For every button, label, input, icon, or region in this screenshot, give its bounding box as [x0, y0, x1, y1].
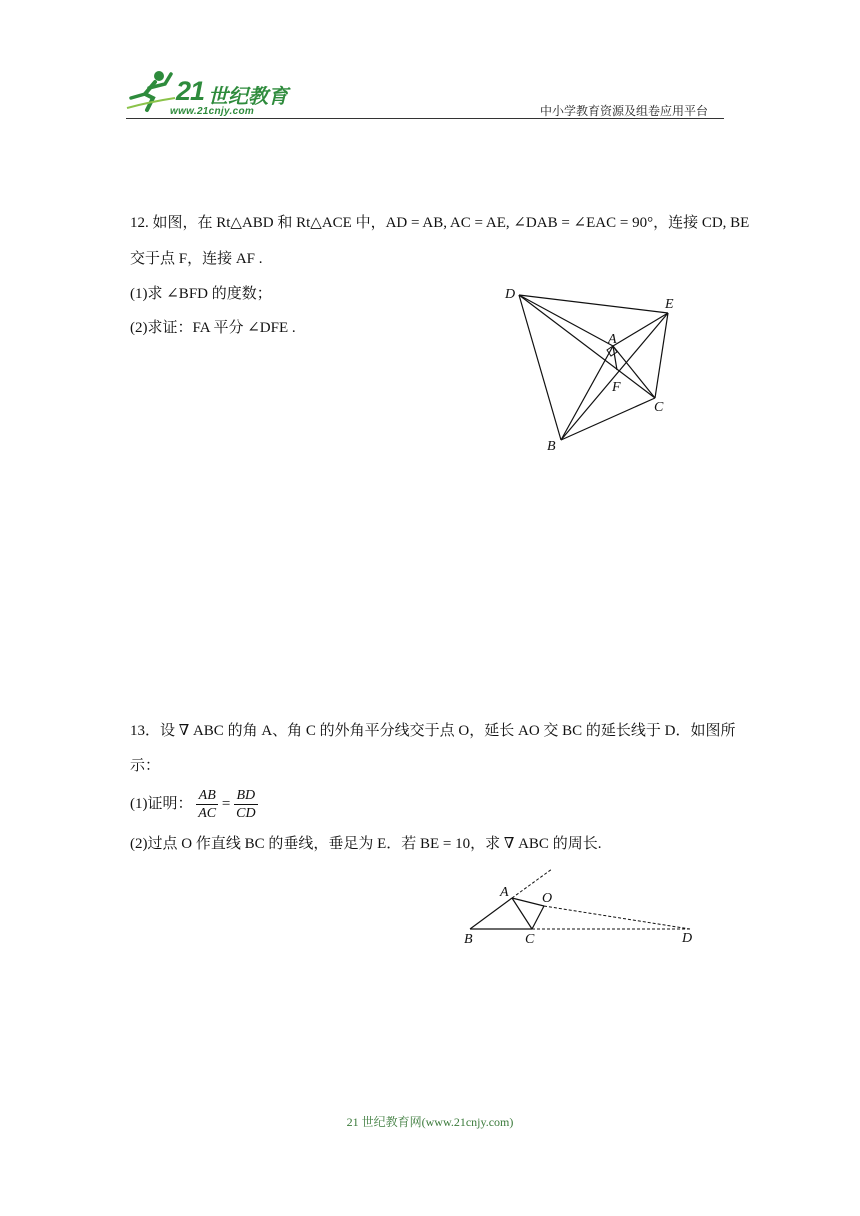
header-tagline: 中小学教育资源及组卷应用平台 — [540, 104, 709, 118]
logo-name: 世纪教育 — [208, 84, 288, 108]
logo-number: 21 — [176, 76, 205, 106]
header — [0, 0, 860, 125]
extension-OD — [544, 906, 690, 929]
label-D: D — [505, 287, 516, 302]
fraction-bd-cd — [234, 787, 257, 822]
segment-OC — [532, 906, 544, 929]
q13-stem-line2: 示： — [130, 758, 161, 774]
q12-stem-line2: 交于点 F，连接 AF . — [130, 251, 263, 267]
q13-part1 — [130, 785, 258, 823]
q13-figure — [460, 865, 705, 950]
label-B: B — [464, 932, 473, 947]
q12-part2: (2)求证：FA 平分 ∠DFE . — [130, 320, 296, 336]
label-A: A — [500, 885, 509, 900]
segment-AE — [613, 313, 668, 346]
fraction-left-denominator: AC — [198, 806, 217, 822]
segment-BA — [561, 346, 613, 440]
q12-part1: (1)求 ∠BFD 的度数； — [130, 286, 272, 302]
fraction-left-numerator: AB — [196, 787, 218, 805]
fraction-right-denominator: CD — [236, 806, 256, 822]
segment-BA — [470, 898, 512, 929]
label-F: F — [612, 380, 621, 395]
label-C: C — [525, 932, 535, 947]
segment-DB — [519, 295, 561, 440]
label-A: A — [608, 332, 617, 347]
segment-DA — [519, 295, 613, 346]
q13-part1-prefix: (1)证明： — [130, 796, 193, 812]
label-O: O — [542, 891, 553, 906]
segment-BC — [561, 398, 655, 440]
fraction-ab-ac — [196, 787, 218, 822]
logo-url: www.21cnjy.com — [170, 106, 255, 117]
label-C: C — [654, 400, 664, 415]
header-rule — [126, 118, 724, 119]
label-B: B — [547, 439, 556, 454]
segment-DC — [519, 295, 655, 398]
q13-stem-line1: 13．设 ∇ ABC 的角 A、角 C 的外角平分线交于点 O，延长 AO 交 BC 的延长线于 D．如图所 — [130, 723, 736, 739]
fraction-right-numerator: BD — [234, 787, 257, 805]
label-E: E — [665, 297, 674, 312]
q12-figure — [495, 280, 695, 455]
q12-stem-line1: 12. 如图，在 Rt△ABD 和 Rt△ACE 中，AD = AB, AC = AE, ∠DAB = ∠EAC = 90°，连接 CD, BE — [130, 215, 750, 231]
footer-text: 21 世纪教育网(www.21cnjy.com) — [346, 1115, 514, 1129]
label-D: D — [682, 931, 693, 946]
equals-sign: = — [221, 796, 231, 812]
segment-DE — [519, 295, 668, 313]
q13-part2: (2)过点 O 作直线 BC 的垂线，垂足为 E．若 BE = 10，求 ∇ ABC 的周长. — [130, 836, 602, 852]
